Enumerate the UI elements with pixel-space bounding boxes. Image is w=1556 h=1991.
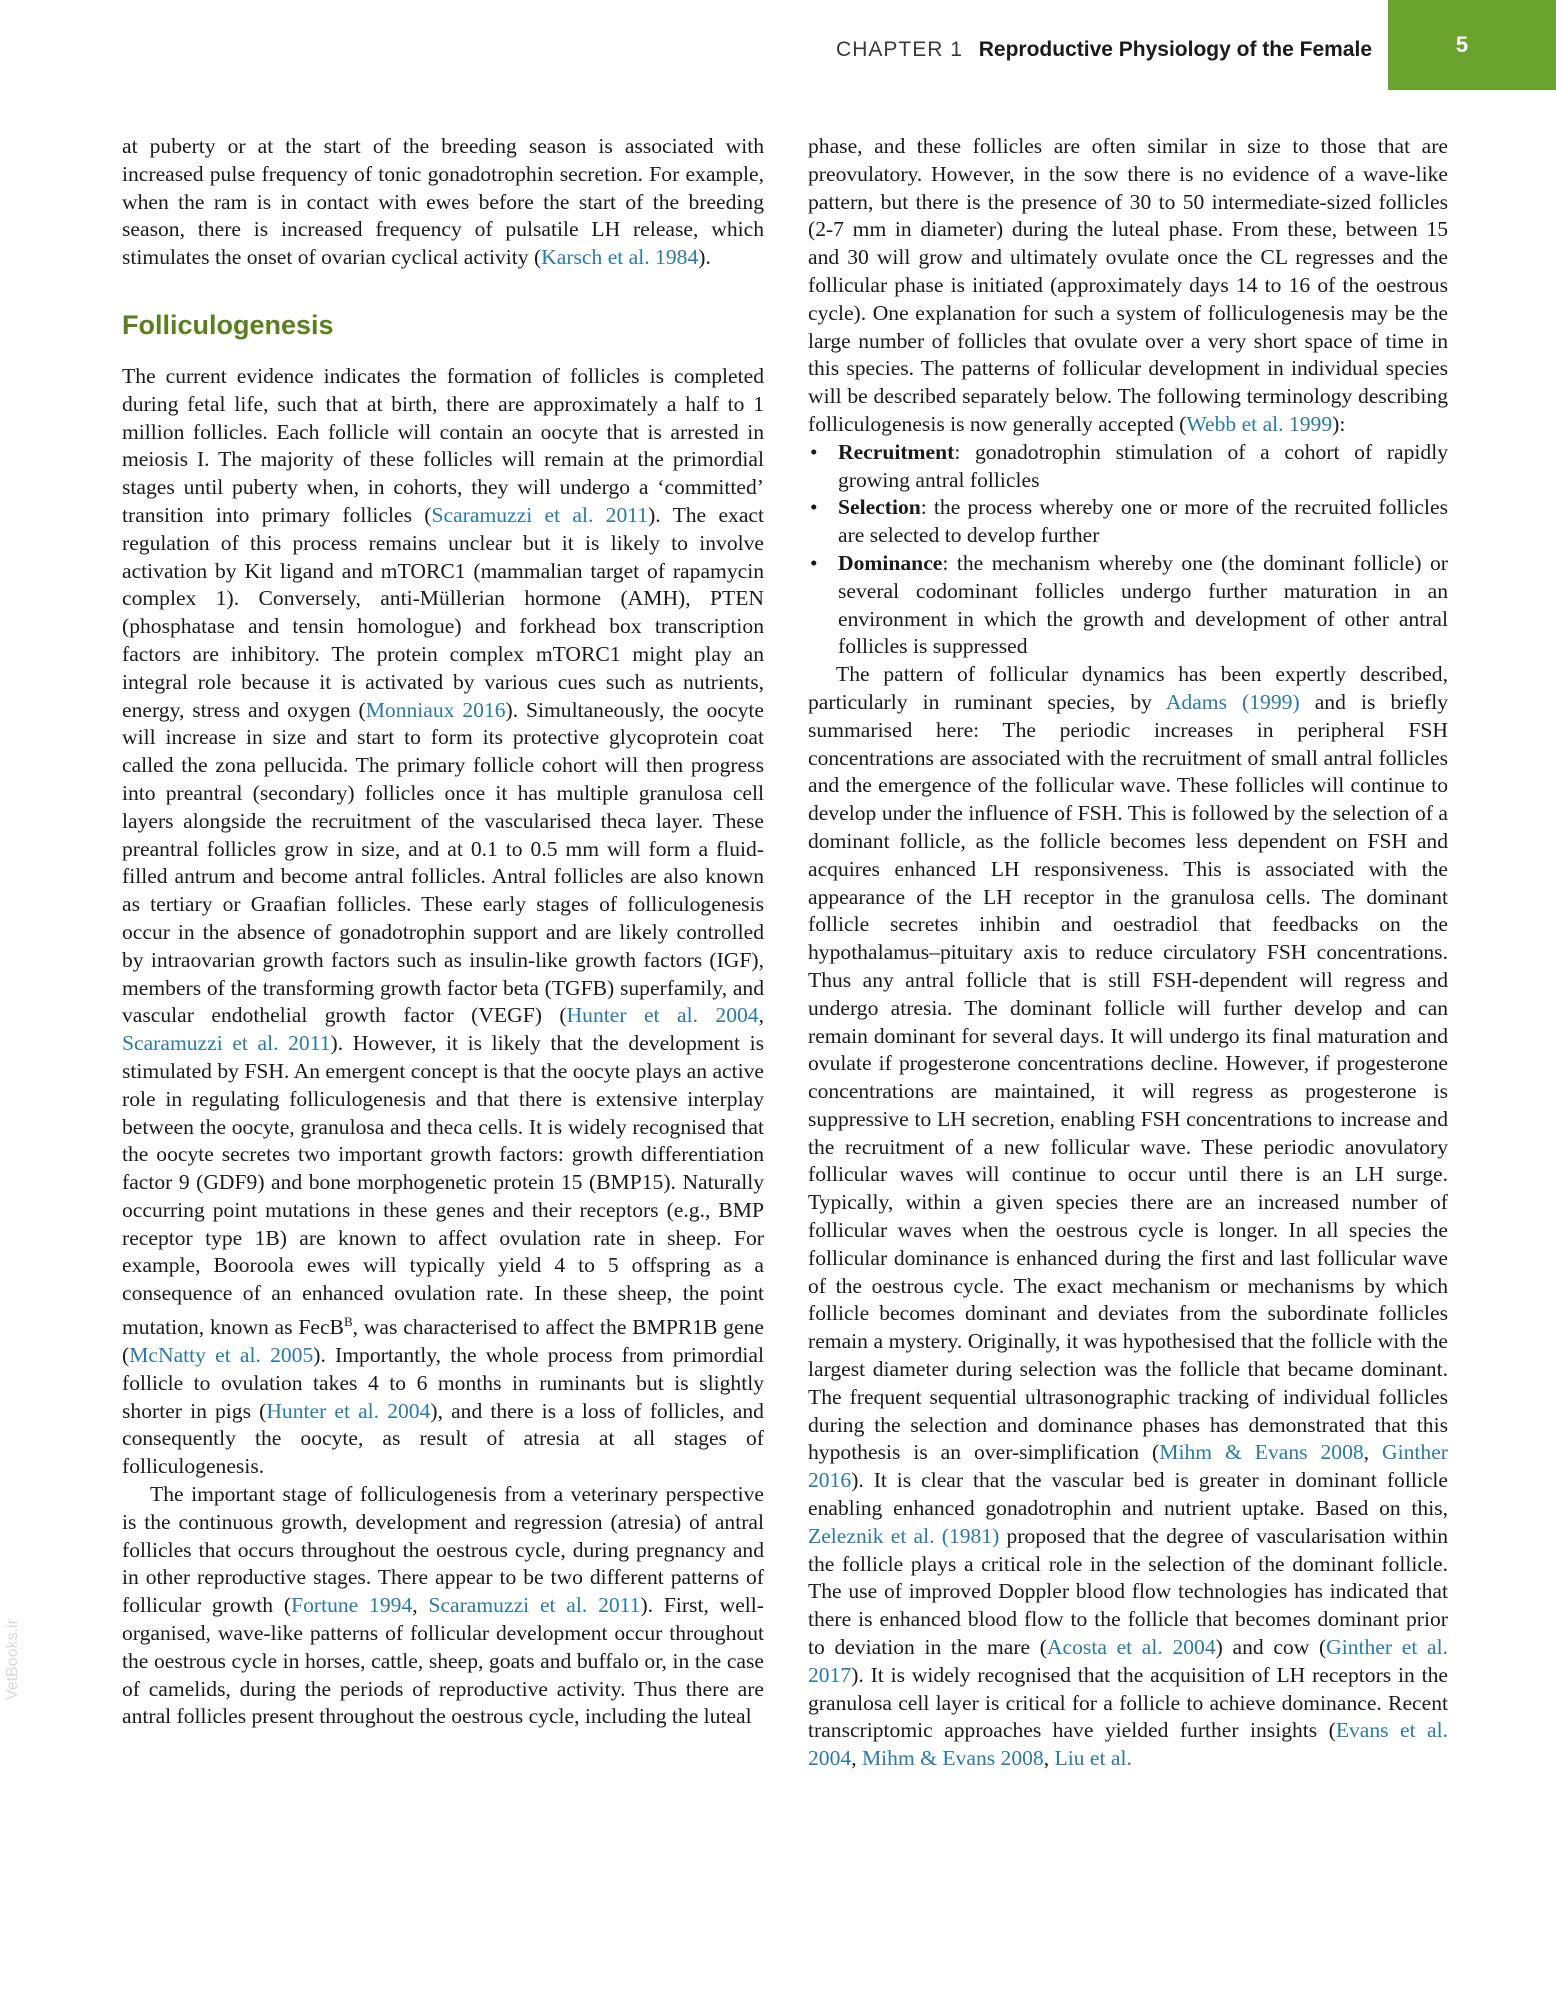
citation-link[interactable]: Mihm & Evans 2008 <box>1159 1440 1364 1465</box>
list-item <box>808 439 1448 495</box>
citation-link[interactable]: Hunter et al. 2004 <box>266 1398 431 1423</box>
running-head <box>836 38 1372 62</box>
citation-link[interactable]: Ginther et al. 2017 <box>808 1635 1448 1687</box>
citation-link[interactable]: Adams (1999) <box>1165 689 1300 714</box>
citation-link[interactable]: Liu et al. <box>1054 1746 1132 1771</box>
chapter-label: CHAPTER 1 <box>836 38 963 61</box>
page-header <box>0 0 1556 92</box>
section-heading: Folliculogenesis <box>122 309 334 340</box>
term: Selection <box>838 495 921 520</box>
definition: : the process whereby one or more of the recruited follicles are selected to develop further <box>838 495 1448 548</box>
watermark: VetBooks.ir <box>4 1619 21 1700</box>
citation-link[interactable]: Scaramuzzi et al. 2011 <box>428 1593 641 1618</box>
citation-link[interactable]: Zeleznik et al. (1981) <box>808 1523 1000 1548</box>
citation-link[interactable]: Scaramuzzi et al. 2011 <box>122 1031 331 1056</box>
citation-link[interactable]: Monniaux 2016 <box>365 697 506 722</box>
citation-link[interactable]: Fortune 1994 <box>291 1593 413 1618</box>
right-column <box>808 133 1448 1773</box>
definition: : the mechanism whereby one (the dominant follicle) or several codominant follicles undergo further maturation in an environment in which the growth and development of other antral follicles is suppressed <box>838 550 1448 659</box>
list-item <box>808 494 1448 550</box>
citation-link[interactable]: Acosta et al. 2004 <box>1046 1635 1216 1660</box>
paragraph-terminology: phase, and these follicles are often similar in size to those that are preovulatory. However, in the sow there is no evidence of a wave-like pattern, but there is the presence of 30 to 50 intermediate-sized follicles (2-7 mm in diameter) during the luteal phase. From these, between 15 and 30 will grow and ultimately ovulate once the CL regresses and the follicular phase is initiated (approximately days 14 to 16 of the oestrous cycle). One explanation for such a system of folliculogenesis may be the large number of follicles that ovulate over a very short space of time in this species. The patterns of follicular development in individual species will be described separately below. The following terminology describing folliculogenesis is now generally accepted (Webb et al. 1999): <box>808 134 1448 436</box>
citation-link[interactable]: Mihm & Evans 2008 <box>861 1746 1044 1771</box>
citation-link[interactable]: Ginther 2016 <box>808 1440 1448 1493</box>
citation-link[interactable]: McNatty et al. 2005 <box>129 1343 314 1368</box>
superscript: B <box>343 1314 353 1330</box>
term: Dominance <box>838 550 943 575</box>
citation-link[interactable]: Hunter et al. 2004 <box>566 1003 759 1028</box>
chapter-title: Reproductive Physiology of the Female <box>978 38 1372 61</box>
term: Recruitment <box>838 439 955 464</box>
paragraph-follicular-dynamics: The pattern of follicular dynamics has been expertly described, particularly in ruminant species, by Adams (1999) and is briefly summarised here: The periodic increases in peripheral FSH concentrations are associated with the recruitment of small antral follicles and the emergence of the follicular wave. These follicles will continue to develop under the influence of FSH. This is followed by the selection of a dominant follicle, as the follicle becomes less dependent on FSH and acquires enhanced LH responsiveness. This is associated with the appearance of the LH receptor in the granulosa cells. The dominant follicle secretes inhibin and oestradiol that feedbacks on the hypothalamus–pituitary axis to reduce circulatory FSH concentrations. Thus any antral follicle that is still FSH-dependent will regress and undergo atresia. The dominant follicle will further develop and can remain dominant for several days. It will undergo its final maturation and ovulate if progesterone concentrations decline. However, if progesterone concentrations are maintained, it will regress as progesterone is suppressive to LH secretion, enabling FSH concentrations to increase and the recruitment of a new follicular wave. These periodic anovulatory follicular waves will continue to occur until there is an LH surge. Typically, within a given species there are an increased number of follicular waves when the oestrous cycle is longer. In all species the follicular dominance is enhanced during the first and last follicular wave of the oestrous cycle. The exact mechanism or mechanisms by which follicle becomes dominant and deviates from the subordinate follicles remain a mystery. Originally, it was hypothesised that the follicle with the largest diameter during selection was the follicle that became dominant. The frequent sequential ultrasonographic tracking of individual follicles during the selection and dominance phases has demonstrated that this hypothesis is an over-simplification (Mihm & Evans 2008, Ginther 2016). It is clear that the vascular bed is greater in dominant follicle enabling enhanced gonadotrophin and nutrient uptake. Based on this, Zeleznik et al. (1981) proposed that the degree of vascularisation within the follicle plays a critical role in the selection of the dominant follicle. The use of improved Doppler blood flow technologies has indicated that there is enhanced blood flow to the follicle that becomes dominant prior to deviation in the mare (Acosta et al. 2004) and cow (Ginther et al. 2017). It is widely recognised that the acquisition of LH receptors in the granulosa cell layer is critical for a follicle to achieve dominance. Recent transcriptomic approaches have yielded further insights (Evans et al. 2004, Mihm & Evans 2008, Liu et al. <box>808 662 1448 1771</box>
left-column <box>122 133 764 1731</box>
list-item <box>808 550 1448 661</box>
definition: : gonadotrophin stimulation of a cohort of rapidly growing antral follicles <box>838 439 1448 492</box>
intro-paragraph: at puberty or at the start of the breeding season is associated with increased pulse frequency of tonic gonadotrophin secretion. For example, when the ram is in contact with ewes before the start of the breeding season, there is increased frequency of pulsatile LH release, which stimulates the onset of ovarian cyclical activity (Karsch et al. 1984). <box>122 134 764 270</box>
paragraph-folliculogenesis-1: The current evidence indicates the formation of follicles is completed during fetal life, such that at birth, there are approximately a half to 1 million follicles. Each follicle will contain an oocyte that is arrested in meiosis I. The majority of these follicles will remain at the primordial stages until puberty when, in cohorts, they will undergo a ‘committed’ transition into primary follicles (Scaramuzzi et al. 2011). The exact regulation of this process remains unclear but it is likely to involve activation by Kit ligand and mTORC1 (mammalian target of rapamycin complex 1). Conversely, anti-Müllerian hormone (AMH), PTEN (phosphatase and tensin homologue) and forkhead box transcription factors are inhibitory. The protein complex mTORC1 might play an integral role because it is activated by various cues such as nutrients, energy, stress and oxygen (Monniaux 2016). Simultaneously, the oocyte will increase in size and start to form its protective glycoprotein coat called the zona pellucida. The primary follicle cohort will then progress into preantral (secondary) follicles once it has multiple granulosa cell layers alongside the recruitment of the vascularised theca layer. These preantral follicles grow in size, and at 0.1 to 0.5 mm will form a fluid-filled antrum and become antral follicles. Antral follicles are also known as tertiary or Graafian follicles. These early stages of folliculogenesis occur in the absence of gonadotrophin support and are likely controlled by intraovarian growth factors such as insulin-like growth factors (IGF), members of the transforming growth factor beta (TGFB) superfamily, and vascular endothelial growth factor (VEGF) (Hunter et al. 2004, Scaramuzzi et al. 2011). However, it is likely that the development is stimulated by FSH. An emergent concept is that the oocyte plays an active role in regulating folliculogenesis and that there is extensive interplay between the oocyte, granulosa and theca cells. It is widely recognised that the oocyte secretes two important growth factors: growth differentiation factor 9 (GDF9) and bone morphogenetic protein 15 (BMP15). Naturally occurring point mutations in these genes and their receptors (e.g., BMP receptor type 1B) are known to affect ovulation rate in sheep. For example, Booroola ewes will typically yield 4 to 5 offspring as a consequence of an enhanced ovulation rate. In these sheep, the point mutation, known as FecB$^B$, was characterised to affect the BMPR1B gene (McNatty et al. 2005). Importantly, the whole process from primordial follicle to ovulation takes 4 to 6 months in ruminants but is slightly shorter in pigs (Hunter et al. 2004), and there is a loss of follicles, and consequently the oocyte, as result of atresia at all stages of folliculogenesis. <box>122 363 765 1479</box>
citation-link[interactable]: Karsch et al. 1984 <box>541 245 699 270</box>
citation-link[interactable]: Scaramuzzi et al. 2011 <box>431 502 649 527</box>
page-number-tab <box>1388 0 1556 90</box>
page-number: 5 <box>1455 32 1469 57</box>
paragraph-folliculogenesis-2: The important stage of folliculogenesis from a veterinary perspective is the continuous growth, development and regression (atresia) of antral follicles that occurs throughout the oestrous cycle, during pregnancy and in other reproductive stages. There appear to be two different patterns of follicular growth (Fortune 1994, Scaramuzzi et al. 2011). First, well-organised, wave-like patterns of follicular development occur throughout the oestrous cycle in horses, cattle, sheep, goats and buffalo or, in the case of camelids, during the periods of reproductive activity. Thus there are antral follicles present throughout the oestrous cycle, including the luteal <box>122 1482 764 1729</box>
citation-link[interactable]: Evans et al. 2004 <box>808 1718 1448 1771</box>
terminology-list <box>808 439 1448 661</box>
citation-link[interactable]: Webb et al. 1999 <box>1186 411 1333 436</box>
